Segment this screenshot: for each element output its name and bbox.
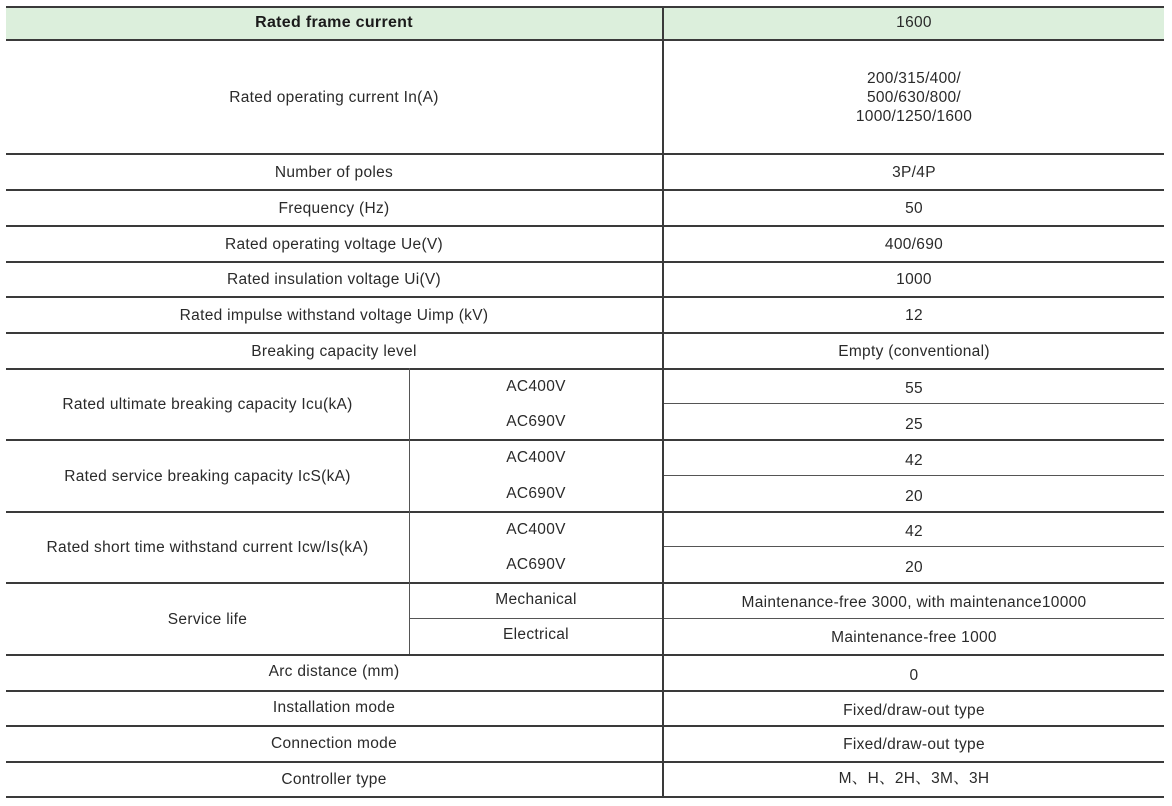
service-life-sub-label: Electrical <box>503 625 569 643</box>
icu-sub-label: AC400V <box>506 378 566 395</box>
frequency-label: Frequency (Hz) <box>278 199 390 217</box>
icu-value: 55 <box>905 380 923 397</box>
breaking-level-label: Breaking capacity level <box>251 342 417 360</box>
icw-sub-label: AC400V <box>506 521 566 538</box>
voltage-ue-value: 400/690 <box>884 235 944 253</box>
icu-label: Rated ultimate breaking capacity Icu(kA) <box>62 396 353 413</box>
rated-operating-current-label: Rated operating current In(A) <box>229 88 439 106</box>
icu-value: 25 <box>905 416 923 433</box>
icw-value: 20 <box>905 559 923 576</box>
rated-operating-current-value <box>664 41 1164 153</box>
service-life-label: Service life <box>167 610 248 628</box>
ics-sub-label: AC400V <box>506 449 566 466</box>
connection-value: Fixed/draw-out type <box>843 736 985 753</box>
arc-value: 0 <box>909 666 919 684</box>
ics-sub-label: AC690V <box>506 485 566 502</box>
poles-label: Number of poles <box>274 163 394 181</box>
ics-value: 20 <box>905 488 923 505</box>
connection-label: Connection mode <box>271 734 397 752</box>
service-life-sub-label: Mechanical <box>495 590 577 608</box>
voltage-ue-label: Rated operating voltage Ue(V) <box>224 235 444 253</box>
frequency-value: 50 <box>905 199 923 217</box>
ics-label: Rated service breaking capacity IcS(kA) <box>64 467 351 485</box>
spec-table <box>6 6 1164 798</box>
impulse-value: 12 <box>905 306 923 324</box>
controller-value: M、H、2H、3M、3H <box>838 770 990 787</box>
value-line: 200/315/400/ <box>866 69 962 87</box>
icw-sub-label: AC690V <box>506 556 566 573</box>
ics-value: 42 <box>905 452 923 469</box>
value-line: 1000/1250/1600 <box>855 107 973 125</box>
impulse-label: Rated impulse withstand voltage Uimp (kV) <box>179 306 489 324</box>
service-life-value: Maintenance-free 1000 <box>831 628 997 646</box>
poles-value: 3P/4P <box>892 163 936 181</box>
service-life-value: Maintenance-free 3000, with maintenance10000 <box>741 594 1087 611</box>
controller-label: Controller type <box>281 771 387 788</box>
header-value: 1600 <box>896 14 932 31</box>
breaking-level-value: Empty (conventional) <box>838 342 990 360</box>
installation-label: Installation mode <box>272 699 396 716</box>
voltage-ui-label: Rated insulation voltage Ui(V) <box>226 271 442 288</box>
installation-value: Fixed/draw-out type <box>843 701 985 719</box>
arc-label: Arc distance (mm) <box>268 663 400 680</box>
value-line: 500/630/800/ <box>866 88 962 106</box>
icu-sub-label: AC690V <box>506 413 566 430</box>
header-label: Rated frame current <box>255 14 413 31</box>
icw-label: Rated short time withstand current Icw/Is(kA) <box>46 539 369 556</box>
icw-value: 42 <box>905 523 923 540</box>
voltage-ui-value: 1000 <box>896 271 932 288</box>
